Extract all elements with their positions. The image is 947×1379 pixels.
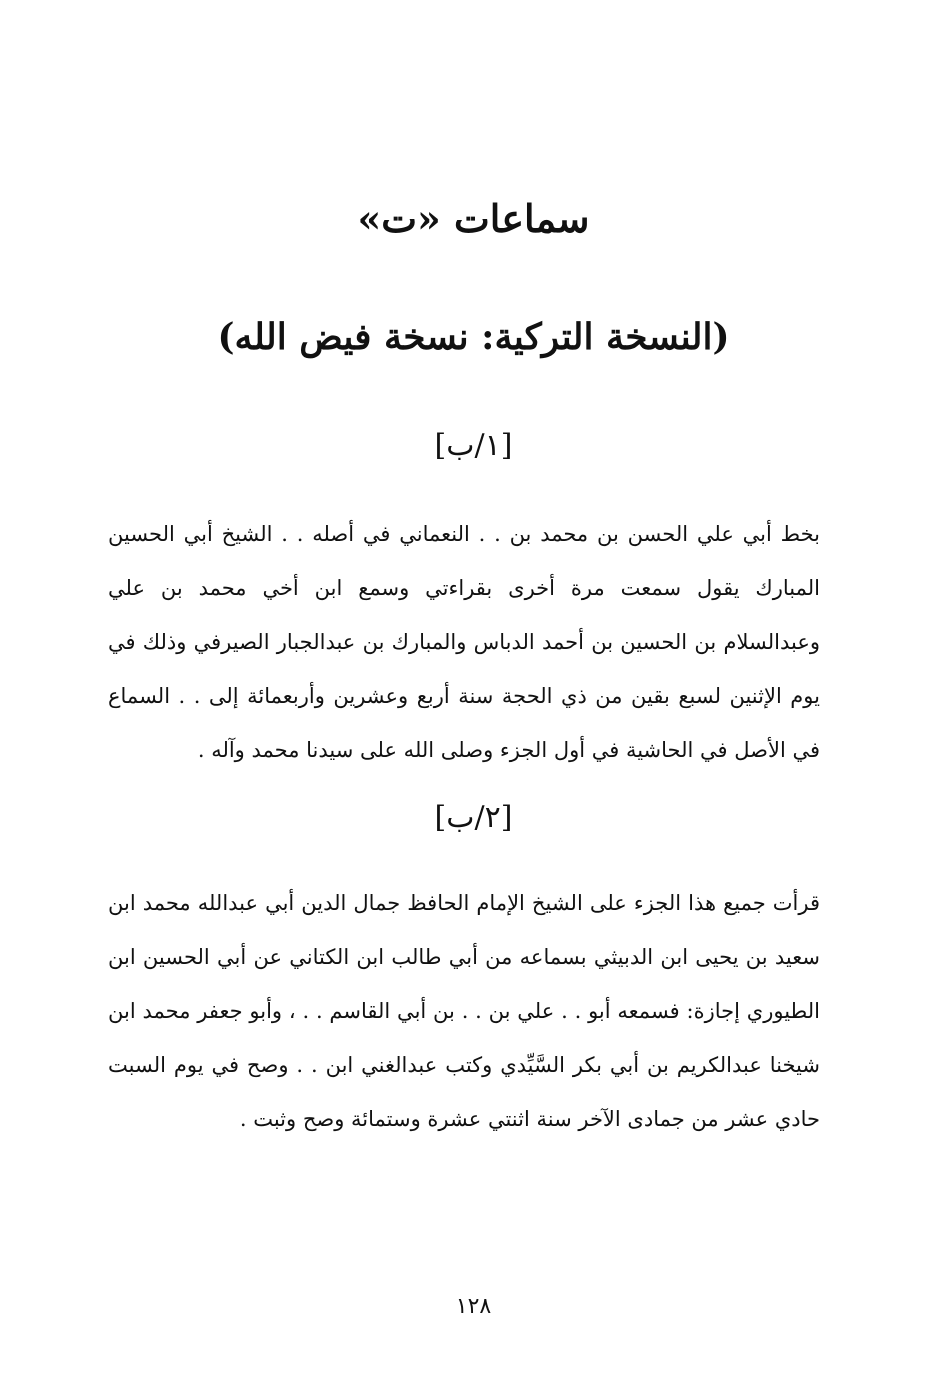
section-marker: [١/ب] [434,428,513,463]
page-title: سماعات «ت» [357,196,590,241]
section-paragraph: بخط أبي علي الحسن بن محمد بن . . النعماني في أصله . . الشيخ أبي الحسين المبارك يقول سمعت مرة أخرى بقراءتي وسمع ابن أخي محمد بن علي وعبدالسلام بن الحسين بن أحمد الدباس والمبارك بن عبدالجبار الصيرفي وذلك في يوم الإثنين لسبع بقين من ذي الحجة سنة أربع وعشرين وأربعمائة إلى . . السماع في الأصل في الحاشية في أول الجزء وصلى الله على سيدنا محمد وآله . [108,522,820,762]
page-subtitle: (النسخة التركية: نسخة فيض الله) [217,316,730,358]
page-number: ١٢٨ [455,1294,492,1319]
section-paragraph: قرأت جميع هذا الجزء على الشيخ الإمام الحافظ جمال الدين أبي عبدالله محمد ابن سعيد بن يحيى ابن الدبيثي بسماعه من أبي طالب ابن الكتاني عن أبي الحسين ابن الطيوري إجازة: فسمعه أبو . . علي بن . . بن أبي القاسم . . ، وأبو جعفر محمد ابن شيخنا عبدالكريم بن أبي بكر السَّيِّدي وكتب عبدالغني ابن . . وصح في يوم السبت حادي عشر من جمادى الآخر سنة اثنتي عشرة وستمائة وصح وثبت . [108,891,820,1131]
section-marker: [٢/ب] [434,800,513,835]
